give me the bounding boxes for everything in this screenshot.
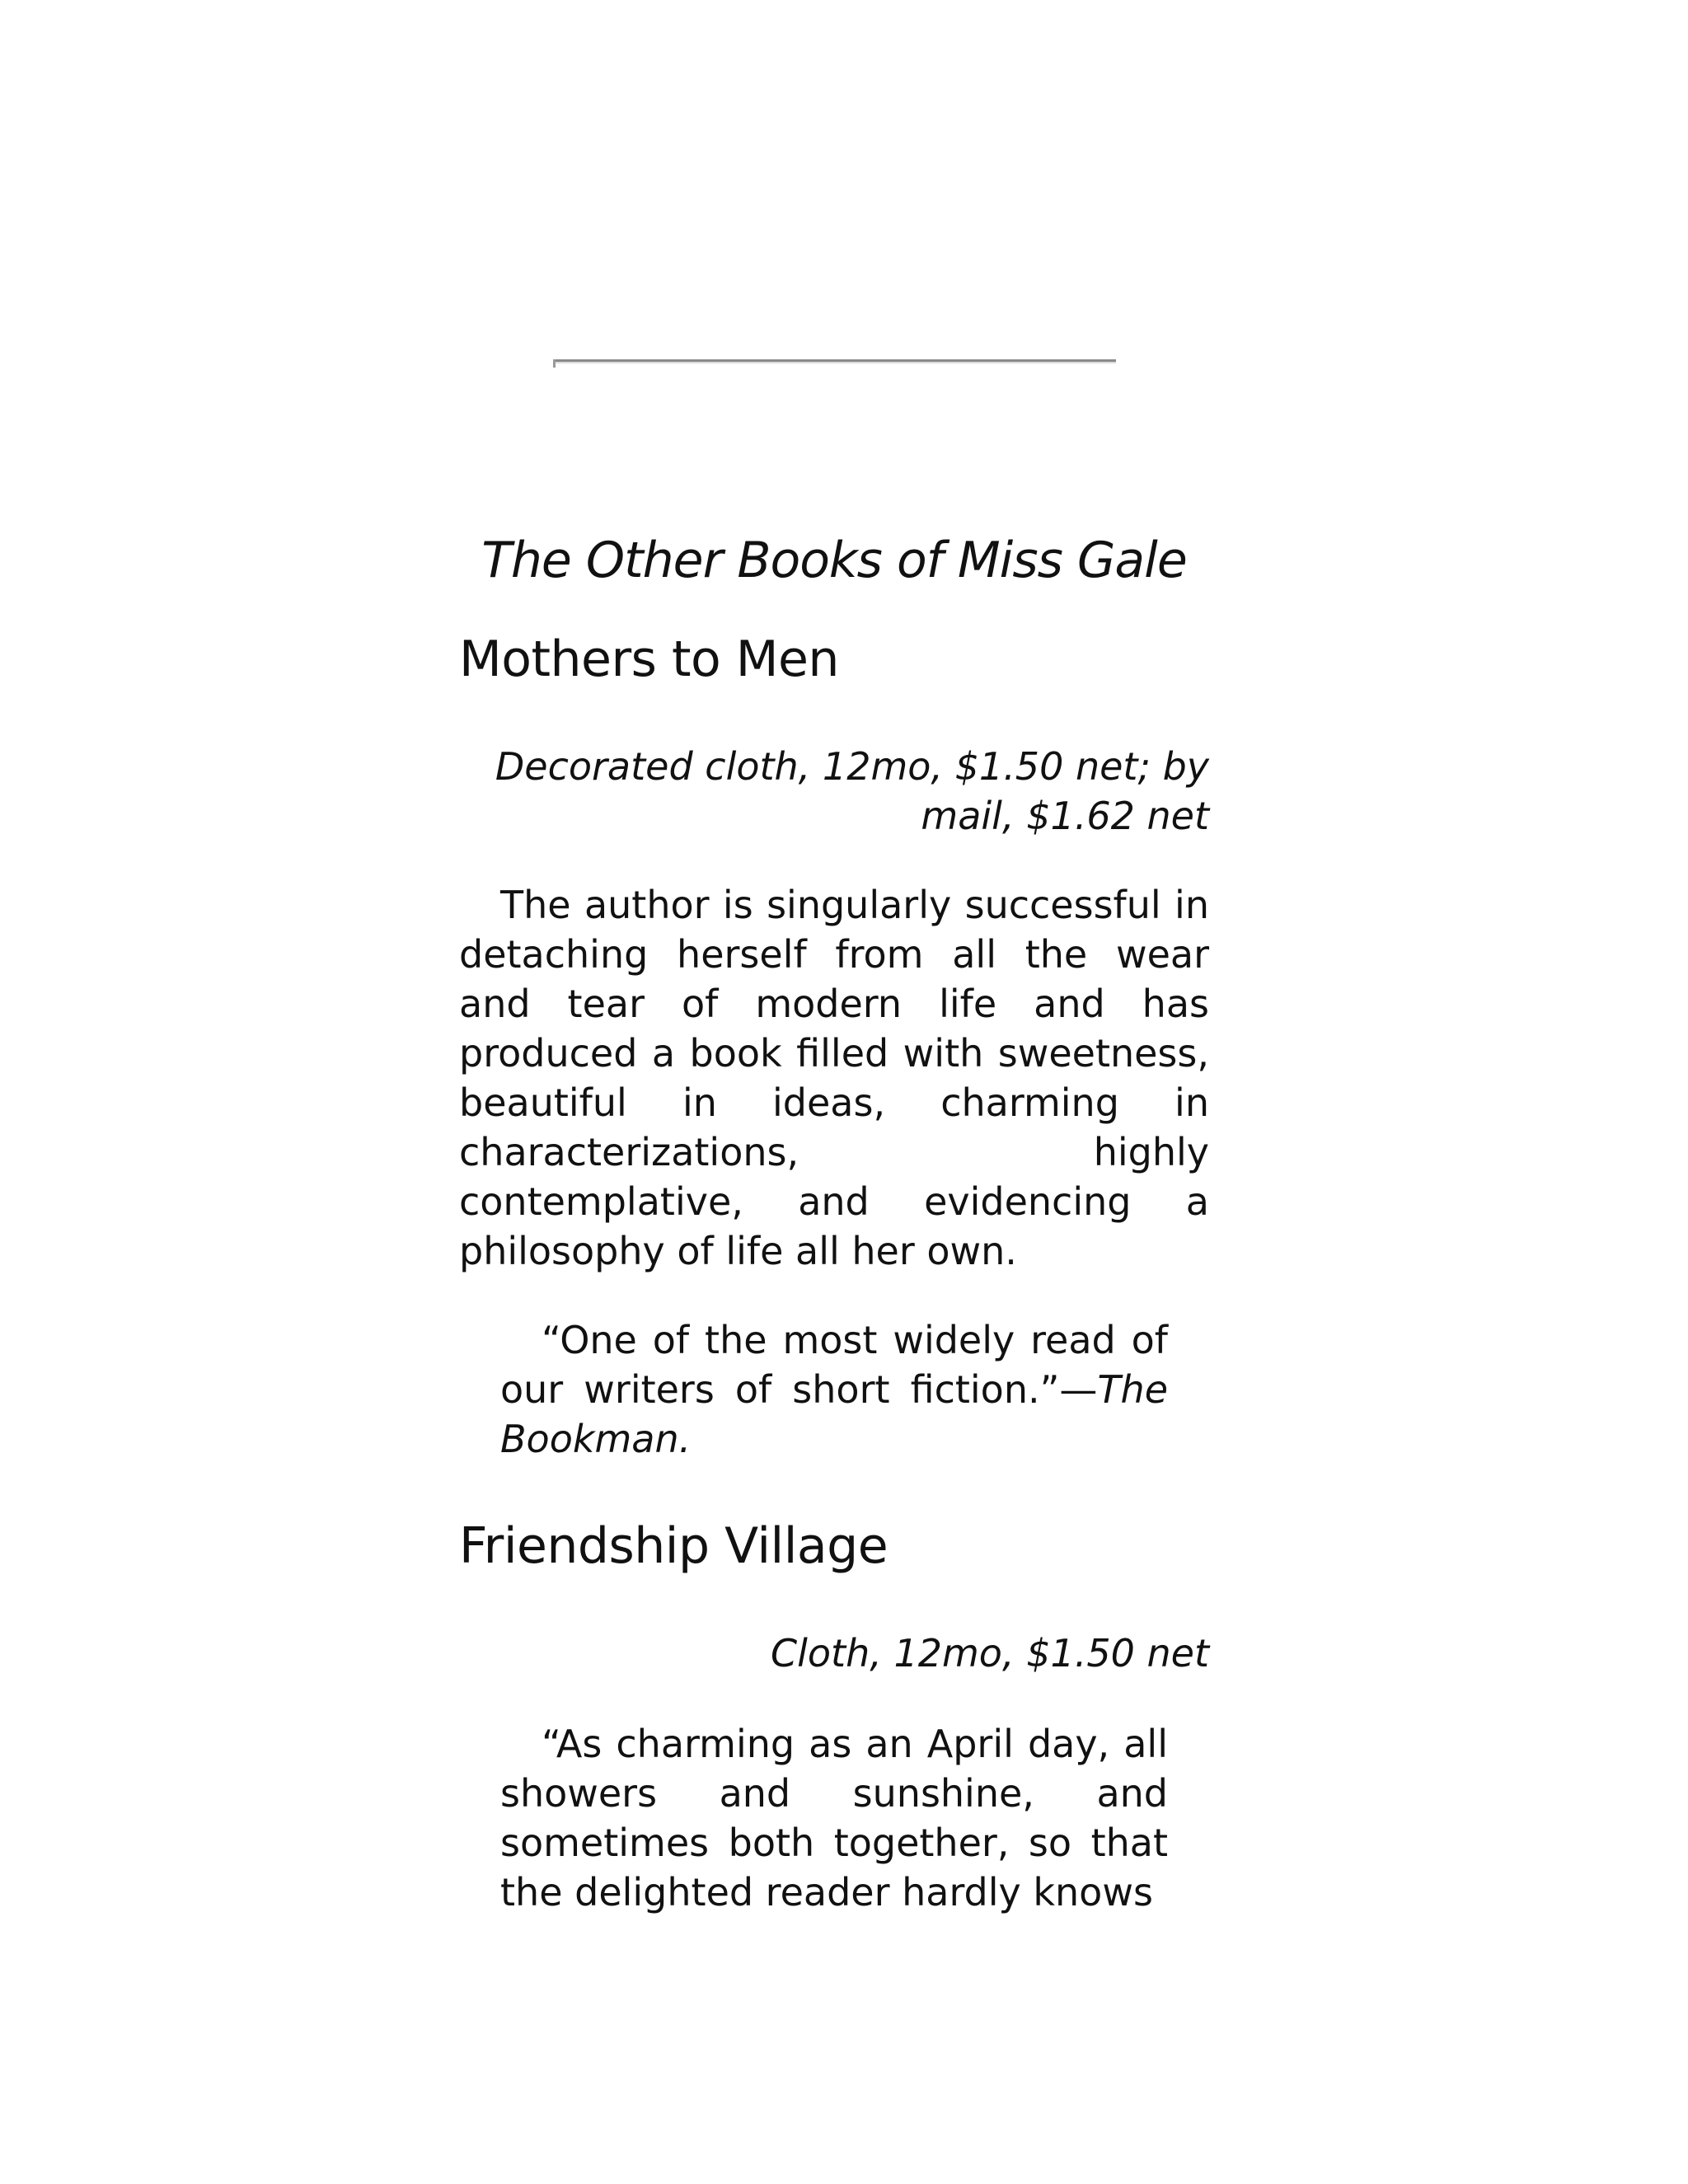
book-price-mothers-to-men: Decorated cloth, 12mo, $1.50 net; by mail, $1.62 net: [495, 744, 1209, 838]
page-content: [459, 527, 1209, 1917]
review-quote-friendship-village: “As charming as an April day, all showers and sunshine, and sometimes both together, so that the delighted reader hardly knows: [500, 1722, 1168, 1915]
review-source: The Bookman.: [500, 1367, 1168, 1461]
page-title: The Other Books of Miss Gale: [481, 532, 1187, 589]
review-quote-mothers-to-men: [500, 1315, 1168, 1464]
horizontal-rule: [553, 359, 1116, 362]
book-price-friendship-village: Cloth, 12mo, $1.50 net: [770, 1631, 1209, 1675]
book-description-mothers-to-men: The author is singularly successful in detaching herself from all the wear and tear of modern life and has produced a book filled with sweetness, beautiful in ideas, charming in characterizations, highly contemplative, and evidencing a philosophy of life all her own.: [459, 883, 1209, 1273]
rule-end-mark: [553, 359, 556, 368]
book-title-friendship-village: Friendship Village: [459, 1517, 889, 1575]
review-quote-text: “One of the most widely read of our writers of short fiction.”—: [500, 1318, 1168, 1412]
book-title-mothers-to-men: Mothers to Men: [459, 630, 839, 688]
